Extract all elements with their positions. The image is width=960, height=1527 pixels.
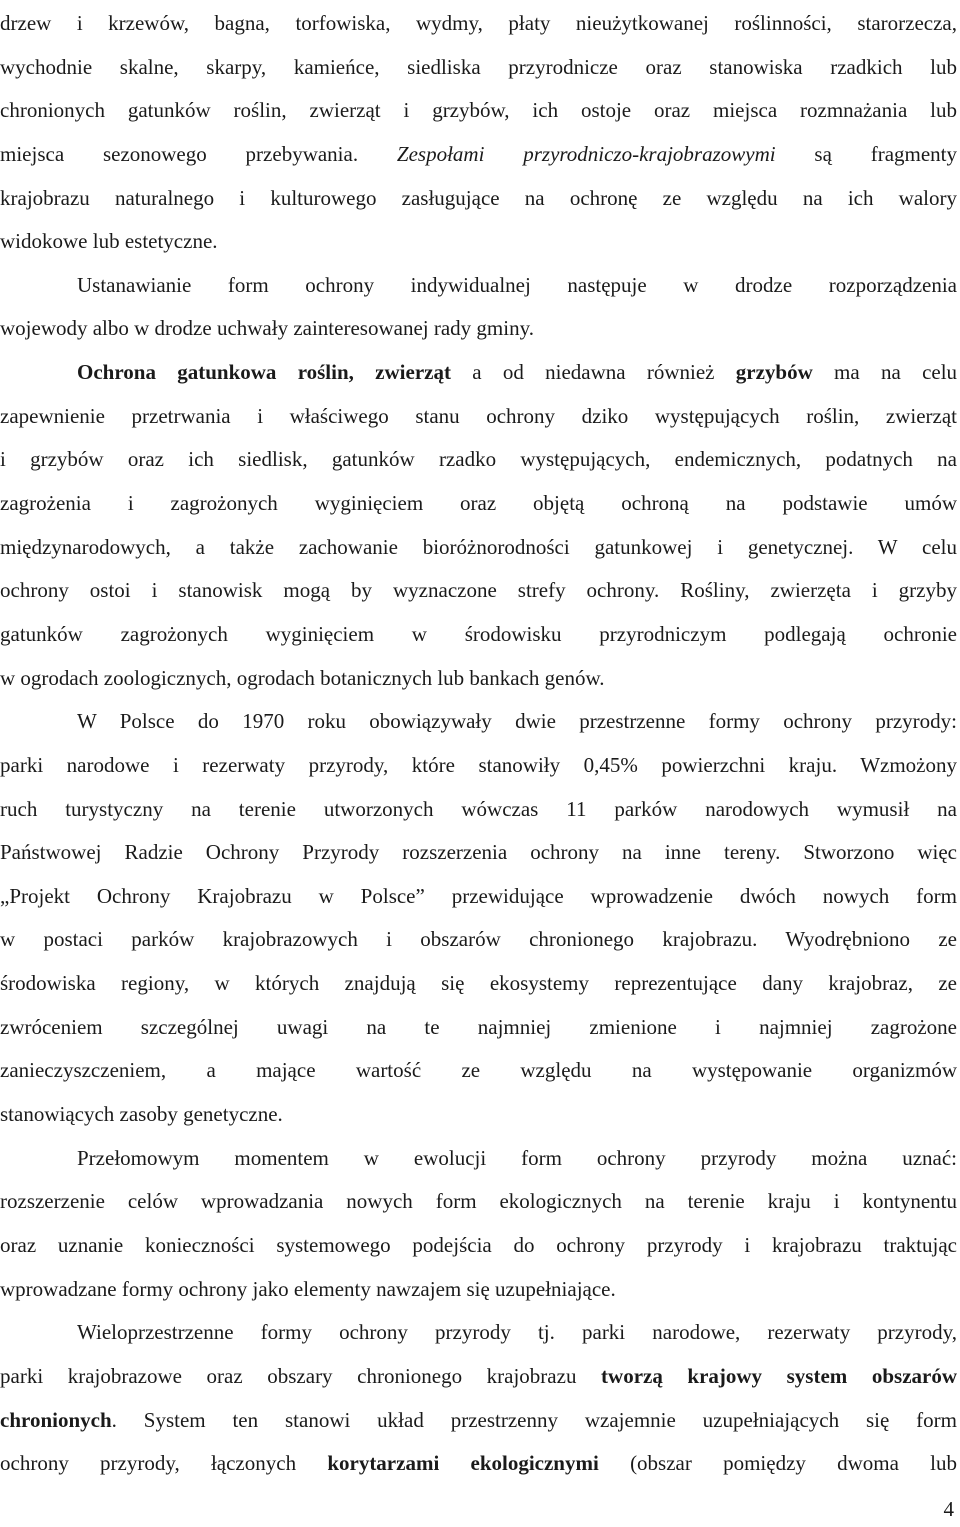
text-line xyxy=(0,1311,957,1355)
text-line xyxy=(0,1442,957,1486)
text-line xyxy=(0,177,957,221)
text-line xyxy=(0,46,957,90)
text-line xyxy=(0,1224,957,1268)
text-line xyxy=(0,2,957,46)
text-run: oraz uznanie konieczności systemowego podejścia do ochrony przyrody i krajobrazu traktując xyxy=(0,1232,957,1257)
text-run: ruch turystyczny na terenie utworzonych wówczas 11 parków narodowych wymusił na xyxy=(0,796,957,821)
text-run: są fragmenty xyxy=(814,141,957,166)
text-run: Przełomowym momentem w ewolucji form ochrony przyrody można uznać: xyxy=(77,1145,957,1170)
bold-term: korytarzami ekologicznymi xyxy=(327,1451,599,1476)
text-run: zanieczyszczeniem, a mające wartość ze względu na występowanie organizmów xyxy=(0,1058,957,1083)
text-run: W Polsce do 1970 roku obowiązywały dwie przestrzenne formy ochrony przyrody: xyxy=(77,709,957,734)
text-line xyxy=(0,875,957,919)
bold-term: grzybów xyxy=(735,360,813,385)
text-run: wojewody albo w drodze uchwały zainteresowanej rady gminy. xyxy=(0,316,534,341)
text-line xyxy=(0,1355,957,1399)
text-line xyxy=(0,307,957,351)
bold-term: chronionych xyxy=(0,1407,112,1432)
text-line xyxy=(0,89,957,133)
text-run: gatunków zagrożonych wyginięciem w środowisku przyrodniczym podlegają ochronie xyxy=(0,621,957,646)
text-run: widokowe lub estetyczne. xyxy=(0,229,218,254)
text-run: chronionych gatunków roślin, zwierząt i grzybów, ich ostoje oraz miejsca rozmnażania lub xyxy=(0,98,957,123)
text-run: w postaci parków krajobrazowych i obszarów chronionego krajobrazu. Wyodrębniono ze xyxy=(0,927,957,952)
text-run: rozszerzenie celów wprowadzania nowych form ekologicznych na terenie kraju i kontynentu xyxy=(0,1189,957,1214)
text-line xyxy=(0,918,957,962)
text-run: w ogrodach zoologicznych, ogrodach botanicznych lub bankach genów. xyxy=(0,665,605,690)
text-run: „Projekt Ochrony Krajobrazu w Polsce” przewidujące wprowadzenie dwóch nowych form xyxy=(0,883,957,908)
text-line xyxy=(0,264,957,308)
bold-term: Ochrona gatunkowa roślin, zwierząt xyxy=(77,360,451,385)
text-line xyxy=(0,1006,957,1050)
text-line xyxy=(0,1180,957,1224)
text-run: zagrożenia i zagrożonych wyginięciem oraz objętą ochroną na podstawie umów xyxy=(0,491,957,516)
text-run: Państwowej Radzie Ochrony Przyrody rozszerzenia ochrony na inne tereny. Stworzono więc xyxy=(0,840,957,865)
text-run: a od niedawna również xyxy=(472,360,715,385)
text-run: środowiska regiony, w których znajdują się ekosystemy reprezentujące dany krajobraz, ze xyxy=(0,971,957,996)
text-line xyxy=(0,133,957,177)
text-line xyxy=(0,220,957,264)
text-line xyxy=(0,1093,957,1137)
text-run: zwróceniem szczególnej uwagi na te najmniej zmienione i najmniej zagrożone xyxy=(0,1014,957,1039)
text-line xyxy=(0,1049,957,1093)
text-line xyxy=(0,526,957,570)
bold-term: tworzą krajowy system obszarów xyxy=(601,1363,957,1388)
text-line xyxy=(0,657,957,701)
text-run: ochrony ostoi i stanowisk mogą by wyznaczone strefy ochrony. Rośliny, zwierzęta i grzyby xyxy=(0,578,957,603)
text-line xyxy=(0,482,957,526)
text-line xyxy=(0,438,957,482)
text-run: (obszar pomiędzy dwoma lub xyxy=(630,1451,957,1476)
text-line xyxy=(0,613,957,657)
text-line xyxy=(0,569,957,613)
text-run: parki narodowe i rezerwaty przyrody, które stanowiły 0,45% powierzchni kraju. Wzmożony xyxy=(0,752,957,777)
page-number: 4 xyxy=(943,1497,954,1521)
text-line xyxy=(0,831,957,875)
text-line xyxy=(0,788,957,832)
italic-term: Zespołami przyrodniczo-krajobrazowymi xyxy=(396,141,776,166)
text-line xyxy=(0,1137,957,1181)
text-line xyxy=(0,395,957,439)
text-line xyxy=(0,351,957,395)
text-run: wprowadzane formy ochrony jako elementy nawzajem się uzupełniające. xyxy=(0,1276,616,1301)
text-run: Ustanawianie form ochrony indywidualnej następuje w drodze rozporządzenia xyxy=(77,272,957,297)
text-run: krajobrazu naturalnego i kulturowego zasługujące na ochronę ze względu na ich walory xyxy=(0,185,957,210)
text-run: Wieloprzestrzenne formy ochrony przyrody tj. parki narodowe, rezerwaty przyrody, xyxy=(77,1320,957,1345)
text-line xyxy=(0,700,957,744)
text-line xyxy=(0,1399,957,1443)
text-run: wychodnie skalne, skarpy, kamieńce, siedliska przyrodnicze oraz stanowiska rzadkich lub xyxy=(0,54,957,79)
text-run: ochrony przyrody, łączonych xyxy=(0,1451,297,1476)
text-run: miejsca sezonowego przebywania. xyxy=(0,141,359,166)
text-run: drzew i krzewów, bagna, torfowiska, wydmy, płaty nieużytkowanej roślinności, starorzecza, xyxy=(0,11,957,35)
text-run: zapewnienie przetrwania i właściwego stanu ochrony dziko występujących roślin, zwierząt xyxy=(0,403,957,428)
text-run: stanowiących zasoby genetyczne. xyxy=(0,1102,283,1127)
text-run: parki krajobrazowe oraz obszary chronionego krajobrazu xyxy=(0,1363,577,1388)
text-line xyxy=(0,1268,957,1312)
text-run: . System ten stanowi układ przestrzenny wzajemnie uzupełniających się form xyxy=(111,1407,957,1432)
text-line xyxy=(0,744,957,788)
text-run: i grzybów oraz ich siedlisk, gatunków rzadko występujących, endemicznych, podatnych na xyxy=(0,447,957,472)
text-run: międzynarodowych, a także zachowanie bioróżnorodności gatunkowej i genetycznej. W celu xyxy=(0,534,957,559)
text-line xyxy=(0,962,957,1006)
text-run: ma na celu xyxy=(834,360,957,385)
